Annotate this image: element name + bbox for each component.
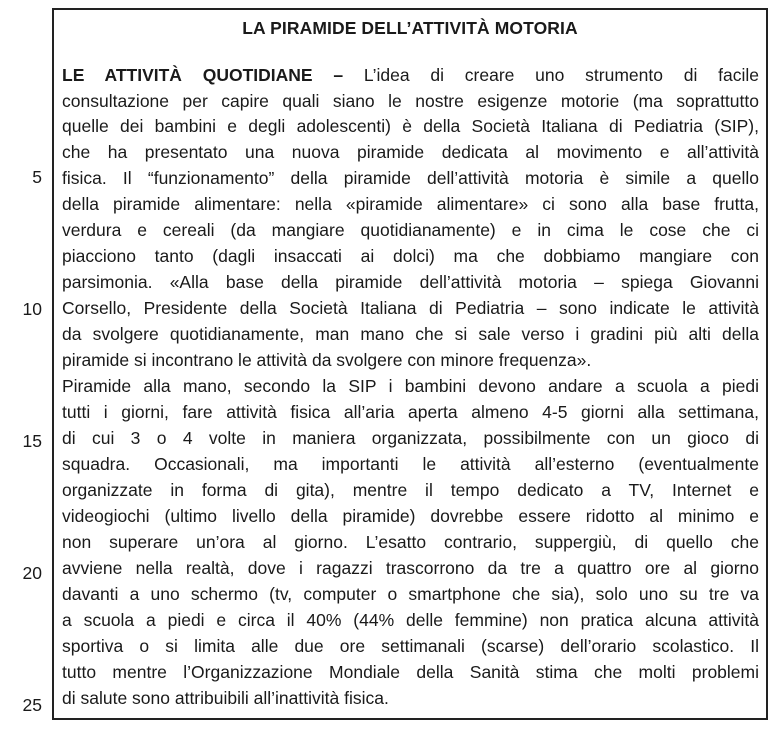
page-title: LA PIRAMIDE DELL’ATTIVITÀ MOTORIA bbox=[242, 18, 578, 38]
paragraph-line: fisica. Il “funzionamento” della piramide dell’attività motoria è simile a quello bbox=[62, 168, 759, 188]
paragraph-line: davanti a uno schermo (tv, computer o smartphone che sia), solo uno su tre va bbox=[62, 584, 759, 604]
line-number-20: 20 bbox=[22, 563, 42, 583]
paragraph-line: piacciono tanto (dagli insaccati ai dolci) ma che dobbiamo mangiare con bbox=[62, 246, 759, 266]
paragraph-line: della piramide alimentare: nella «piramide alimentare» ci sono alla base frutta, bbox=[62, 194, 759, 214]
paragraph-line: tutti i giorni, fare attività fisica all’aria aperta almeno 4-5 giorni alla settimana, bbox=[62, 402, 759, 422]
paragraph-line: non superare un’ora al giorno. L’esatto contrario, suppergiù, di quello che bbox=[62, 532, 759, 552]
line-number-15: 15 bbox=[22, 431, 42, 451]
paragraph-line: tutto mentre l’Organizzazione Mondiale della Sanità stima che molti problemi bbox=[62, 662, 759, 682]
paragraph-line: a scuola a piedi e circa il 40% (44% delle femmine) non pratica alcuna attività bbox=[62, 610, 759, 630]
paragraph-line: videogiochi (ultimo livello della piramide) dovrebbe essere ridotto al minimo e bbox=[62, 506, 759, 526]
paragraph-line: consultazione per capire quali siano le nostre esigenze motorie (ma soprattutto bbox=[62, 91, 759, 111]
line-number-5: 5 bbox=[32, 167, 42, 187]
paragraph-line: piramide si incontrano le attività da svolgere con minore frequenza». bbox=[62, 350, 592, 370]
paragraph-line: squadra. Occasionali, ma importanti le attività all’esterno (eventualmente bbox=[62, 454, 759, 474]
paragraph-line: sportiva o si limita alle due ore settimanali (scarse) dell’orario scolastico. Il bbox=[62, 636, 759, 656]
paragraph-line: avviene nella realtà, dove i ragazzi trascorrono da tre a quattro ore al giorno bbox=[62, 558, 759, 578]
paragraph-line: di salute sono attribuibili all’inattività fisica. bbox=[62, 688, 389, 708]
paragraph-line: verdura e cereali (da mangiare quotidianamente) e in cima le cose che ci bbox=[62, 220, 759, 240]
paragraph-line: di cui 3 o 4 volte in maniera organizzata, possibilmente con un gioco di bbox=[62, 428, 759, 448]
text-box bbox=[52, 8, 768, 720]
paragraph-line: parsimonia. «Alla base della piramide dell’attività motoria – spiega Giovanni bbox=[62, 272, 759, 292]
lead-heading: LE ATTIVITÀ QUOTIDIANE – bbox=[62, 65, 344, 85]
line-number-25: 25 bbox=[22, 695, 42, 715]
paragraph-line: quelle dei bambini e degli adolescenti) è della Società Italiana di Pediatria (SIP), bbox=[62, 116, 759, 136]
paragraph-line: Piramide alla mano, secondo la SIP i bambini devono andare a scuola a piedi bbox=[62, 376, 759, 396]
paragraph-line: da svolgere quotidianamente, man mano che si sale verso i gradini più alti della bbox=[62, 324, 759, 344]
paragraph-line: Corsello, Presidente della Società Italiana di Pediatria – sono indicate le attività bbox=[62, 298, 759, 318]
paragraph-line: organizzate in forma di gita), mentre il tempo dedicato a TV, Internet e bbox=[62, 480, 759, 500]
paragraph-line: che ha presentato una nuova piramide dedicata al movimento e all’attività bbox=[62, 142, 759, 162]
line-number-10: 10 bbox=[22, 299, 42, 319]
paragraph-line-1: LE ATTIVITÀ QUOTIDIANE – L’idea di creare uno strumento di facile bbox=[62, 65, 759, 85]
